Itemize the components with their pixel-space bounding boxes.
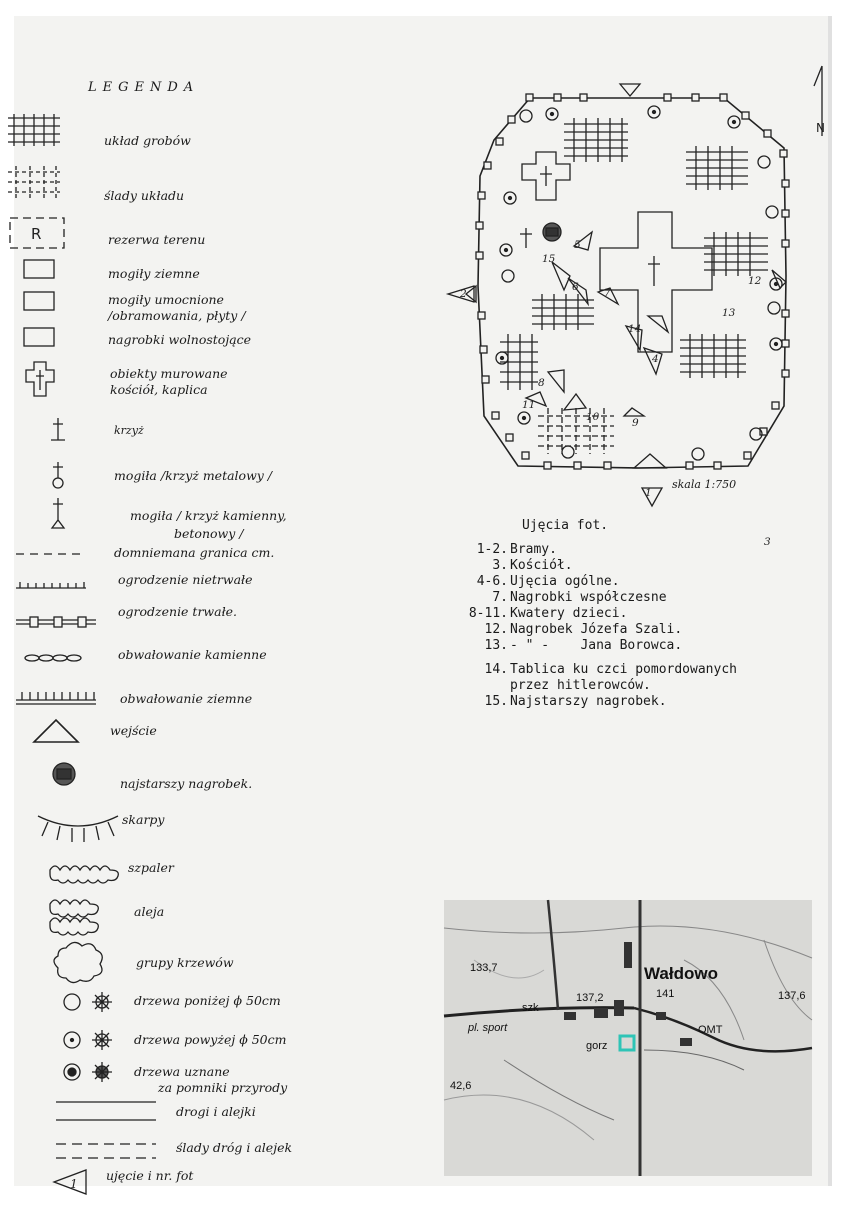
legend-label: drogi i alejki xyxy=(176,1104,256,1119)
large-tree-star-icon xyxy=(92,1030,112,1050)
photo-number: 15 xyxy=(542,253,556,265)
photo-number: 3 xyxy=(764,536,771,548)
trees xyxy=(496,106,782,460)
north-label: N xyxy=(816,121,825,135)
dashed-grid-icon xyxy=(8,166,60,198)
photo-number: 1 xyxy=(645,487,652,499)
cross xyxy=(520,228,532,248)
photo-number: 7 xyxy=(604,287,611,299)
legend-label: betonowy / xyxy=(174,526,244,541)
map-label: 137,2 xyxy=(576,992,604,1004)
photo-number: 9 xyxy=(632,417,639,429)
alley-icon xyxy=(50,900,98,935)
slope-icon xyxy=(38,816,118,842)
legend-label: szpaler xyxy=(128,860,174,875)
legend-label: domniemana granica cm. xyxy=(114,545,275,560)
cross-icon xyxy=(51,418,65,440)
small-tree-icon xyxy=(64,994,80,1010)
photo-number: 4 xyxy=(652,353,659,365)
photo-number: 12 xyxy=(748,275,762,287)
church xyxy=(600,212,712,352)
location-map xyxy=(444,900,812,1176)
map-label: 42,6 xyxy=(450,1080,472,1092)
rectangle-icon xyxy=(24,260,54,278)
small-tree-star-icon xyxy=(92,992,112,1012)
photo-list-text: Kościół. xyxy=(510,558,573,573)
photo-list-text: Nagrobki współczesne xyxy=(510,590,667,605)
map-label: 133,7 xyxy=(470,962,498,974)
reserve-box-symbol: R xyxy=(31,225,42,243)
photo-number: 5 xyxy=(574,239,581,251)
legend-label: drzewa poniżej ϕ 50cm xyxy=(134,993,281,1008)
grave-grid xyxy=(564,118,628,162)
entrance-triangle-icon xyxy=(34,720,78,742)
photo-arrow xyxy=(552,262,570,290)
legend-label: mogiła / krzyż kamienny, xyxy=(130,508,287,523)
photo-list-text: Tablica ku czci pomordowanych xyxy=(510,662,737,677)
map-label: 137,6 xyxy=(778,990,806,1002)
legend-label: krzyż xyxy=(114,424,144,437)
monument-tree-star-icon xyxy=(92,1062,112,1082)
road-icon xyxy=(56,1102,156,1120)
entrance-top xyxy=(620,84,640,96)
chapel-cross-icon xyxy=(26,362,54,396)
metal-cross-grave-icon xyxy=(53,462,63,488)
photo-number: 10 xyxy=(586,411,600,423)
photo-number: 14 xyxy=(628,323,642,335)
legend-label: ślady układu xyxy=(104,188,185,203)
photo-list-text: przez hitlerowców. xyxy=(510,678,651,693)
legend-label: układ grobów xyxy=(104,133,191,148)
legend-label: najstarszy nagrobek. xyxy=(120,776,253,791)
grave-grid xyxy=(686,146,748,190)
photo-list-num: 1-2. xyxy=(476,542,508,557)
photo-list-text: Bramy. xyxy=(510,542,557,557)
photo-number: 8 xyxy=(538,377,545,389)
photo-number: 11 xyxy=(522,399,536,411)
legend-label: ujęcie i nr. fot xyxy=(106,1168,194,1183)
legend-label: rezerwa terenu xyxy=(108,232,206,247)
photo-number: 6 xyxy=(572,281,579,293)
legend-label: za pomniki przyrody xyxy=(158,1080,288,1095)
legend-label: mogiła /krzyż metalowy / xyxy=(114,468,273,483)
legend-label: ogrodzenie trwałe. xyxy=(118,604,238,619)
photo-list-text: Ujęcia ogólne. xyxy=(510,574,620,589)
photo-arrow xyxy=(648,316,668,332)
hedge-icon xyxy=(50,866,118,883)
photo-arrow xyxy=(564,394,586,410)
map-label: Wałdowo xyxy=(644,964,718,983)
road-trace-icon xyxy=(56,1144,156,1158)
legend-label: ogrodzenie nietrwałe xyxy=(118,572,253,587)
legend-label: wejście xyxy=(110,723,157,738)
grid-icon xyxy=(8,114,60,146)
legend-label: nagrobki wolnostojące xyxy=(108,332,252,347)
photo-number: 13 xyxy=(722,307,736,319)
cemetery-location-marker xyxy=(620,1036,634,1050)
stone-embankment-icon xyxy=(25,655,81,661)
photo-arrow-symbol: 1 xyxy=(70,1177,78,1191)
grave-grid xyxy=(704,232,768,276)
legend-label: mogiły umocnione xyxy=(108,292,224,307)
photo-list-num: 7. xyxy=(492,590,508,605)
legend-label: obwałowanie kamienne xyxy=(118,647,267,662)
stone-cross-grave-icon xyxy=(52,498,64,528)
photo-list-text: Kwatery dzieci. xyxy=(510,606,628,621)
legend-label: drzewa uznane xyxy=(134,1064,230,1079)
legend-label: kościół, kaplica xyxy=(110,382,208,397)
shrubs-icon xyxy=(54,942,102,982)
photo-number: 2 xyxy=(460,288,467,300)
grave-grid xyxy=(680,334,746,378)
photo-list-num: 14. xyxy=(484,662,508,677)
legend-label: obiekty murowane xyxy=(110,366,228,381)
permanent-fence-icon xyxy=(16,617,96,627)
monument-tree-icon xyxy=(64,1064,80,1080)
map-label: gorz xyxy=(586,1040,608,1052)
legend-label: grupy krzewów xyxy=(136,955,234,970)
photo-list-num: 12. xyxy=(484,622,508,637)
dashed-grave-grid xyxy=(538,408,614,454)
photo-list-num: 8-11. xyxy=(468,606,508,621)
map-label: szk xyxy=(522,1002,539,1014)
legend-label: /obramowania, płyty / xyxy=(108,308,246,323)
legend-symbols xyxy=(6,106,86,1206)
church-cross xyxy=(648,256,660,286)
map-label: pl. sport xyxy=(468,1022,508,1034)
earth-embankment-icon xyxy=(16,692,96,704)
map-label: OMT xyxy=(698,1024,723,1036)
legend-label: ślady dróg i alejek xyxy=(176,1140,293,1155)
legend-label: obwałowanie ziemne xyxy=(120,691,253,706)
large-tree-icon xyxy=(64,1032,80,1048)
location-map-lines xyxy=(444,900,812,1176)
photo-list-num: 15. xyxy=(484,694,508,709)
oldest-grave-icon xyxy=(53,763,75,785)
legend-label: aleja xyxy=(134,904,165,919)
legend-title: LEGENDA xyxy=(88,80,200,95)
photo-list-title: Ujęcia fot. xyxy=(522,518,609,533)
oldest-grave xyxy=(543,223,561,241)
entrance-bottom xyxy=(634,454,666,468)
photo-list-num: 4-6. xyxy=(476,574,508,589)
photo-list-num: 13. xyxy=(484,638,508,653)
photo-list-text: Nagrobek Józefa Szali. xyxy=(510,622,683,637)
photo-arrow xyxy=(624,408,644,416)
photo-list-text: - " - Jana Borowca. xyxy=(510,638,683,653)
chapel-cross xyxy=(540,166,552,186)
map-label: 141 xyxy=(656,988,675,1000)
cemetery-plan xyxy=(424,56,824,556)
temporary-fence-icon xyxy=(16,582,86,588)
photo-list-text: Najstarszy nagrobek. xyxy=(510,694,667,709)
scale-label: skala 1:750 xyxy=(672,478,737,491)
legend-label: skarpy xyxy=(122,812,165,827)
legend-label: mogiły ziemne xyxy=(108,266,200,281)
photo-list-num: 3. xyxy=(492,558,508,573)
document-sheet xyxy=(14,16,832,1191)
rectangle-icon xyxy=(24,328,54,346)
rectangle-icon xyxy=(24,292,54,310)
legend-label: drzewa powyżej ϕ 50cm xyxy=(134,1032,287,1047)
photo-arrow xyxy=(548,370,564,392)
